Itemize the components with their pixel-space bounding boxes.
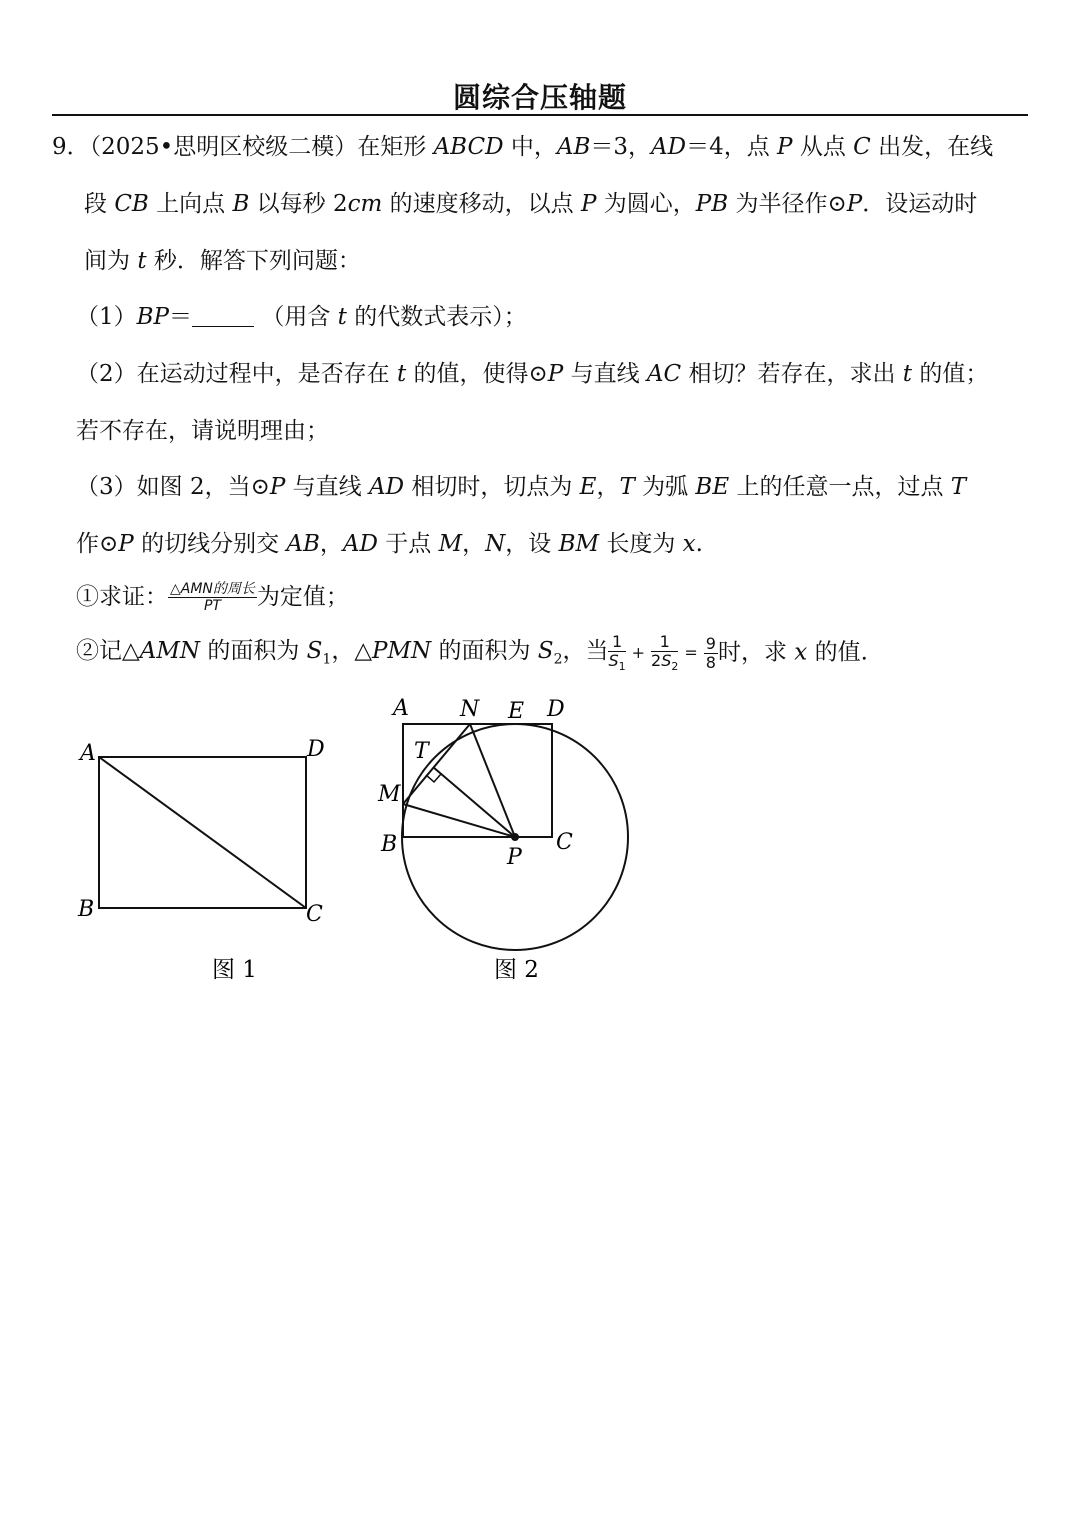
subscript: 2 — [553, 651, 563, 668]
math-var: S — [306, 637, 323, 664]
label-e: E — [508, 699, 525, 724]
text: （1） — [76, 304, 137, 330]
text: ，当 — [562, 637, 609, 664]
label-m: M — [378, 782, 401, 807]
text: ，△ — [331, 637, 373, 664]
text: 的值. — [814, 639, 868, 666]
math-var: PB — [695, 191, 729, 217]
subscript: 1 — [322, 651, 332, 668]
text: 出发，在线 — [878, 134, 994, 160]
segment-pt — [433, 767, 515, 837]
text: 与直线 — [292, 474, 362, 500]
math-var: t — [902, 361, 912, 387]
text: 段 — [84, 191, 107, 217]
text: 上向点 — [156, 191, 226, 217]
math-var: P — [846, 191, 863, 217]
math-var: S — [537, 637, 554, 664]
math-var: S — [661, 651, 672, 670]
label-a: A — [80, 741, 96, 766]
math-var: AMN — [139, 637, 200, 664]
text: 于点 — [385, 531, 432, 557]
math-var: x — [682, 531, 696, 557]
text: 的切线分别交 — [141, 531, 280, 557]
page-title: 圆综合压轴题 — [452, 81, 627, 114]
text: 若不存在，请说明理由； — [76, 418, 329, 444]
math-var: P — [269, 474, 286, 500]
math-var: P — [547, 361, 564, 387]
math-var: BM — [558, 531, 600, 557]
math-var: P — [777, 134, 793, 160]
diagonal-ac — [99, 757, 306, 908]
math-var: AD — [342, 531, 378, 557]
text: 相切时，切点为 — [411, 474, 573, 500]
label-c: C — [306, 902, 323, 927]
math-var: t — [396, 361, 407, 387]
math-num: 2 — [651, 651, 662, 670]
math-var: T — [950, 474, 967, 500]
problem-number: 9． — [52, 134, 90, 160]
text: 为圆心， — [603, 191, 696, 217]
figure-2-caption: 图 2 — [494, 957, 539, 983]
math-var: AC — [646, 361, 682, 387]
label-d: D — [307, 737, 325, 762]
text: ②记△ — [76, 637, 140, 664]
text: 以每秒 2 — [256, 191, 348, 217]
fraction-numerator: △AMN的周长 — [170, 581, 255, 597]
text: 长度为 — [606, 531, 676, 557]
text: ， — [319, 531, 343, 557]
label-b: B — [78, 897, 95, 922]
text: （用含 — [261, 304, 331, 330]
math-var: P — [580, 191, 597, 217]
math-var: x — [794, 639, 808, 666]
text: 上的任意一点，过点 — [736, 474, 944, 500]
text: （3）如图 2，当⊙ — [76, 474, 270, 500]
center-point-p — [511, 833, 519, 841]
fraction-denominator: PT — [203, 598, 221, 614]
math-var: BP — [136, 304, 170, 330]
text: 的速度移动，以点 — [389, 191, 574, 217]
math-var: E — [579, 474, 597, 500]
text: ＝4，点 — [686, 134, 770, 160]
math-var: N — [485, 531, 506, 557]
text: 的值； — [919, 361, 989, 387]
label-c: C — [556, 830, 573, 855]
subscript: 2 — [671, 660, 679, 674]
label-p: P — [507, 845, 522, 870]
text: ，设 — [505, 531, 552, 557]
text: ， — [596, 474, 620, 500]
math-var: AD — [368, 474, 405, 500]
text: 与直线 — [570, 361, 640, 387]
math-var: B — [232, 191, 250, 217]
subscript: 1 — [618, 660, 626, 674]
math-var: t — [337, 304, 347, 330]
math-var: BE — [695, 474, 730, 500]
segment-pn — [470, 724, 515, 837]
figure-1 — [99, 757, 306, 908]
label-b: B — [381, 832, 398, 857]
problem-source: （2025•思明区校级二模） — [89, 134, 358, 160]
fraction-numerator: 1 — [651, 634, 678, 652]
text: 作⊙ — [76, 531, 119, 557]
text: 的面积为 — [438, 637, 531, 664]
text: 相切？若存在，求出 — [688, 361, 896, 387]
label-a: A — [393, 696, 409, 721]
math-var: S — [608, 651, 619, 670]
text: 的值，使得⊙ — [413, 361, 548, 387]
text: 中， — [510, 134, 557, 160]
figure-1-caption: 图 1 — [212, 957, 257, 983]
math-var: T — [619, 474, 635, 500]
segment-pm — [403, 804, 515, 837]
text: 为弧 — [642, 474, 689, 500]
text: 为半径作⊙ — [735, 191, 847, 217]
math-var: PMN — [372, 637, 432, 664]
text: . — [695, 531, 703, 557]
text: 的代数式表示）； — [354, 304, 527, 330]
text: 在矩形 — [357, 134, 427, 160]
text: ．设运动时 — [862, 191, 978, 217]
text: （2）在运动过程中，是否存在 — [76, 361, 390, 387]
label-t: T — [414, 739, 429, 764]
math-var: CB — [114, 191, 149, 217]
text: 的面积为 — [207, 637, 300, 664]
math-var: AB — [556, 134, 591, 160]
text: ①求证： — [76, 584, 168, 610]
text: ， — [462, 531, 486, 557]
text: 间为 — [84, 248, 130, 274]
math-var: C — [853, 134, 871, 160]
math-var: AB — [286, 531, 320, 557]
math-var: t — [137, 248, 147, 274]
label-n: N — [460, 697, 480, 722]
tangent-mn — [403, 724, 470, 804]
plus-sign: + — [631, 643, 646, 663]
math-var: M — [438, 531, 463, 557]
fraction-numerator: 9 — [705, 633, 716, 653]
text: ＝3， — [590, 134, 652, 160]
math-var: AD — [651, 134, 687, 160]
math-var: P — [118, 531, 134, 557]
label-d: D — [547, 697, 565, 722]
text: 秒．解答下列问题： — [153, 248, 361, 274]
text: ＝ — [169, 304, 193, 330]
math-var: ABCD — [433, 134, 504, 160]
text: 时，求 — [717, 639, 787, 666]
text: 从点 — [799, 134, 846, 160]
equals-sign: = — [684, 643, 698, 663]
math-var: cm — [347, 191, 383, 217]
fraction-numerator: 1 — [608, 634, 625, 652]
fraction-denominator: 8 — [705, 652, 716, 672]
text: 为定值； — [256, 584, 349, 610]
